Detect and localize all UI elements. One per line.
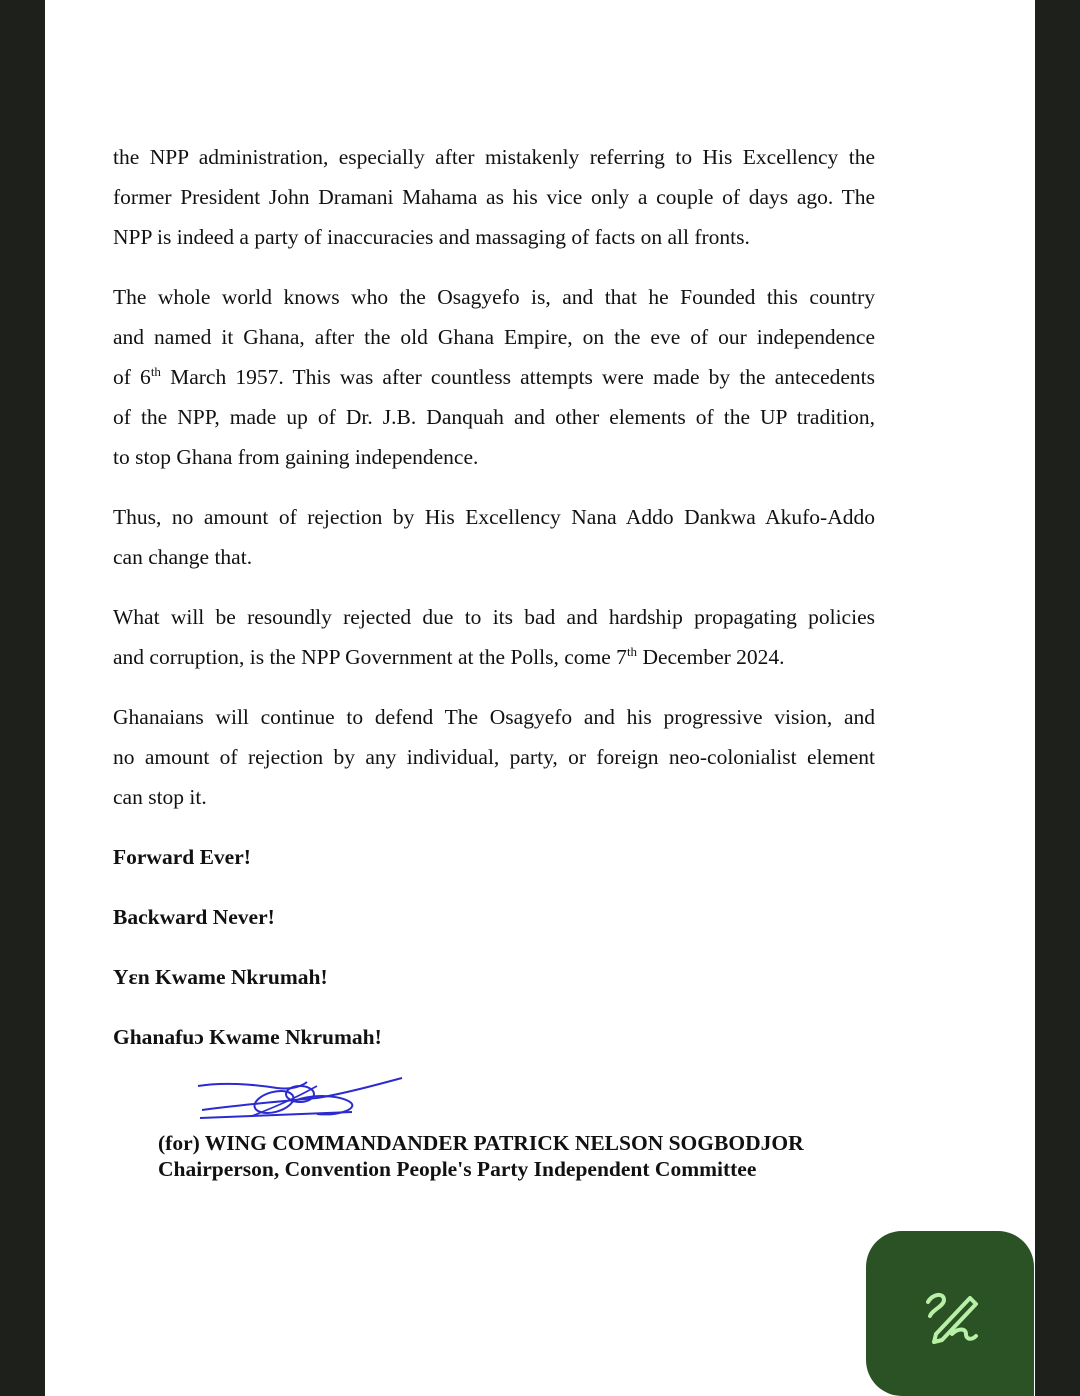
paragraph bbox=[113, 597, 875, 677]
text-line bbox=[113, 357, 875, 397]
edit-fab-button[interactable] bbox=[866, 1231, 1034, 1396]
signatory-name: (for) WING COMMANDANDER PATRICK NELSON SOGBODJOR bbox=[158, 1131, 804, 1155]
text-fragment: December 2024. bbox=[637, 645, 785, 669]
text-line: The whole world knows who the Osagyefo is, and that he Founded this country bbox=[113, 285, 875, 309]
text-line: can change that. bbox=[113, 545, 253, 569]
pen-edit-icon bbox=[918, 1282, 982, 1346]
text-line: the NPP administration, especially after mistakenly referring to His Excellency the bbox=[113, 145, 875, 169]
text-line: to stop Ghana from gaining independence. bbox=[113, 445, 479, 469]
signature-image bbox=[152, 1072, 412, 1132]
paragraph bbox=[113, 497, 875, 577]
text-line bbox=[113, 637, 875, 677]
slogan: Yɛn Kwame Nkrumah! bbox=[113, 965, 328, 989]
text-fragment: March 1957. This was after countless attempts were made by the antecedents bbox=[160, 365, 875, 389]
text-fragment: and corruption, is the NPP Government at the Polls, come 7 bbox=[113, 645, 627, 669]
text-line: Ghanaians will continue to defend The Osagyefo and his progressive vision, and bbox=[113, 705, 875, 729]
slogan: Backward Never! bbox=[113, 905, 275, 929]
signatory-title: Chairperson, Convention People's Party Independent Committee bbox=[158, 1157, 757, 1181]
ordinal-suffix: th bbox=[626, 643, 638, 659]
text-line: What will be resoundly rejected due to its bad and hardship propagating policies bbox=[113, 605, 875, 629]
text-line: of the NPP, made up of Dr. J.B. Danquah and other elements of the UP tradition, bbox=[113, 405, 875, 429]
text-line: can stop it. bbox=[113, 785, 207, 809]
slogan: Ghanafuɔ Kwame Nkrumah! bbox=[113, 1025, 382, 1049]
text-line: and named it Ghana, after the old Ghana Empire, on the eve of our independence bbox=[113, 325, 875, 349]
text-line: Thus, no amount of rejection by His Excellency Nana Addo Dankwa Akufo-Addo bbox=[113, 505, 875, 529]
document-body bbox=[113, 137, 875, 1077]
slogan: Forward Ever! bbox=[113, 845, 251, 869]
paragraph bbox=[113, 137, 875, 257]
paragraph bbox=[113, 697, 875, 817]
paragraph bbox=[113, 277, 875, 477]
text-line: former President John Dramani Mahama as his vice only a couple of days ago. The bbox=[113, 185, 875, 209]
text-line: NPP is indeed a party of inaccuracies and massaging of facts on all fronts. bbox=[113, 225, 750, 249]
text-line: no amount of rejection by any individual, party, or foreign neo-colonialist element bbox=[113, 745, 875, 769]
ordinal-suffix: th bbox=[150, 363, 161, 379]
signatory-block bbox=[158, 1130, 804, 1182]
text-fragment: of 6 bbox=[113, 365, 151, 389]
